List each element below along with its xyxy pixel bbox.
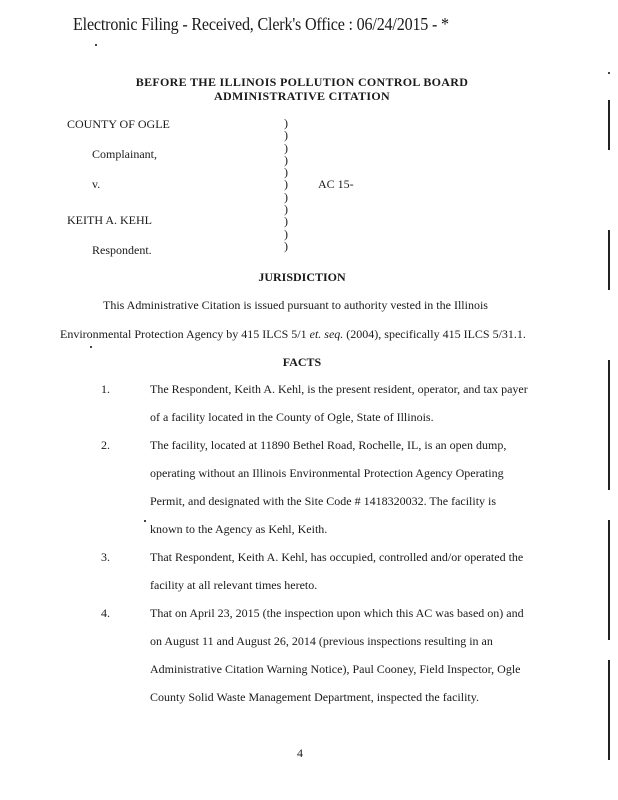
scan-edge-mark <box>608 230 610 290</box>
fact-line: The Respondent, Keith A. Kehl, is the present resident, operator, and tax payer <box>150 382 528 396</box>
document-title: ADMINISTRATIVE CITATION <box>214 89 390 103</box>
board-title: BEFORE THE ILLINOIS POLLUTION CONTROL BOARD <box>135 75 469 89</box>
facts-heading: FACTS <box>282 355 322 369</box>
fact-line: Permit, and designated with the Site Code # 1418320032. The facility is <box>150 494 497 508</box>
fact-number: 4. <box>101 606 110 620</box>
fact-number: 1. <box>101 382 110 396</box>
fact-line: The facility, located at 11890 Bethel Road, Rochelle, IL, is an open dump, <box>150 438 507 452</box>
scan-edge-mark <box>608 360 610 490</box>
complainant-name: COUNTY OF OGLE <box>67 117 170 131</box>
fact-line: on August 11 and August 26, 2014 (previous inspections resulting in an <box>150 634 493 648</box>
fact-line: of a facility located in the County of Ogle, State of Illinois. <box>150 410 434 424</box>
scan-speck <box>95 44 97 46</box>
versus-label: v. <box>92 177 101 191</box>
complainant-role: Complainant, <box>92 147 157 161</box>
fact-line: known to the Agency as Kehl, Keith. <box>150 522 328 536</box>
fact-line: That Respondent, Keith A. Kehl, has occupied, controlled and/or operated the <box>150 550 524 564</box>
page-number: 4 <box>297 746 303 760</box>
latin-citation: et. seq. <box>309 327 344 341</box>
jurisdiction-line-1: This Administrative Citation is issued pursuant to authority vested in the Illinois <box>103 298 488 312</box>
scan-edge-mark <box>608 520 610 640</box>
fact-line: That on April 23, 2015 (the inspection upon which this AC was based on) and <box>150 606 524 620</box>
respondent-role: Respondent. <box>92 243 152 257</box>
jurisdiction-heading: JURISDICTION <box>258 270 346 284</box>
fact-number: 3. <box>101 550 110 564</box>
fact-line: Administrative Citation Warning Notice), Paul Cooney, Field Inspector, Ogle <box>150 662 521 676</box>
caption-bracket: ) ) ) ) ) ) ) ) ) ) ) <box>284 116 288 253</box>
scan-speck <box>608 72 610 74</box>
case-number: AC 15- <box>318 177 354 191</box>
scan-edge-mark <box>608 660 610 760</box>
respondent-name: KEITH A. KEHL <box>67 213 152 227</box>
jurisdiction-line-2: Environmental Protection Agency by 415 ILCS 5/1 et. seq. (2004), specifically 415 ILCS 5/31.1. <box>60 327 526 341</box>
fact-line: operating without an Illinois Environmental Protection Agency Operating <box>150 466 504 480</box>
fact-line: County Solid Waste Management Department, inspected the facility. <box>150 690 479 704</box>
scan-edge-mark <box>608 100 610 150</box>
filing-stamp: Electronic Filing - Received, Clerk's Office : 06/24/2015 - * <box>73 14 449 34</box>
scan-speck <box>144 520 146 522</box>
scan-speck <box>90 346 92 348</box>
fact-number: 2. <box>101 438 110 452</box>
fact-line: facility at all relevant times hereto. <box>150 578 318 592</box>
